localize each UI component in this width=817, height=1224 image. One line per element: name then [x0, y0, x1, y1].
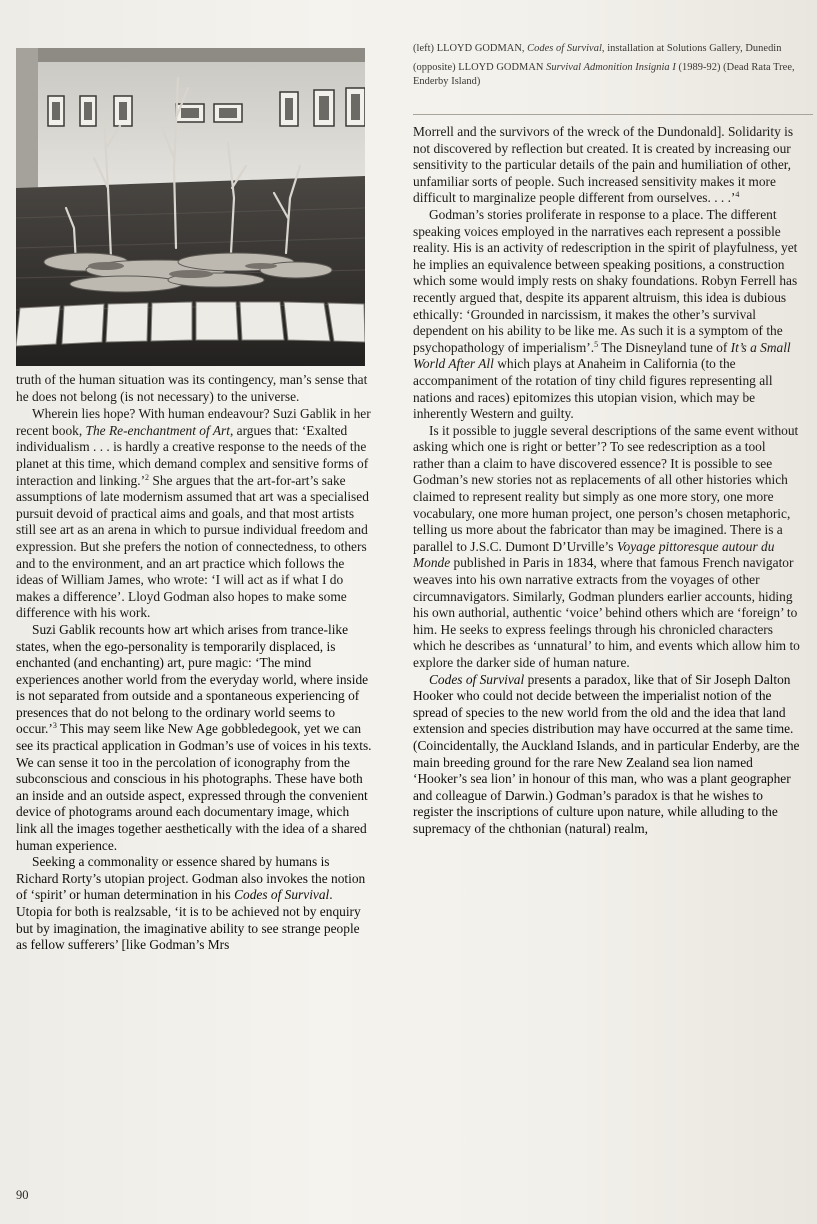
right-column [413, 124, 800, 838]
paragraph: Seeking a commonality or essence shared by humans is Richard Rorty’s utopian project. Godman also invokes the notion of ‘spirit’ or human determination in his Codes of Survival. Utopia for both is realzsable, ‘it is to be achieved not by enquiry but by imagination, the imaginative ability to see strange people as fellow sufferers’ [like Godman’s Mrs [16, 854, 366, 953]
paragraph: Codes of Survival presents a paradox, like that of Sir Joseph Dalton Hooker who could not decide between the imperialist notion of the spread of species to the new world from the old and the idea that land extension and species distribution may have occurred at the same time. (Coincidentally, the Auckland Islands, and in particular Enderby, are the main breeding ground for the rare New Zealand sea lion named ‘Hooker’s sea lion’ in honour of this man, who was a plant geographer and colleague of Darwin.) Godman’s paradox is that he wishes to register the inscriptions of culture upon nature, while alluding to the supremacy of the chthonian (natural) realm, [413, 671, 800, 836]
paragraph: Is it possible to juggle several descriptions of the same event without asking which one is right or better’? To see redescription as a tool rather than a claim to have discovered essence? It is possible to see Godman’s new stories not as replacements of all other histories which claimed to represent reality but simply as one more story, one more vocabulary, one more human project, one person’s chosen metaphoric, telling us more about the fabricator than may be imagined. There is a parallel to J.S.C. Dumont D’Urville’s Voyage pittoresque autour du Monde published in Paris in 1834, where that famous French navigator weaves into his own narrative extracts from the voyages of other circumnavigators. Similarly, Godman plunders earlier accounts, hiding his own authorial, authentic ‘voice’ behind others which are ‘foreign’ to him. He seeks to express feelings through his chronicled characters which he describes as ‘unnatural’ to him, and events which allow him to explore the darker side of human nature. [413, 422, 800, 670]
photo-caption [413, 42, 803, 88]
footnote-ref: 4 [735, 190, 740, 200]
paragraph: Godman’s stories proliferate in response to a place. The different speaking voices employed in the narratives each represent a possible reality. His is an activity of redescription in the spirit of playfulness, yet he implies an equivalence between speaking positions, a construction which some would imply rests on shaky foundations. Robyn Ferrell has recently argued that, despite its apparent altruism, this idea is dubious ethically: ‘Grounded in narcissism, it makes the other’s survival dependent on his ability to be like me. As such it is a symptom of the psychopathology of imperialism’.$^5$ The Disneyland tune of It’s a Small World After All which plays at Anaheim in California (to the accompaniment of the rotation of tiny child figures representing all nations and races) epitomizes this utopian vision, which may be inherently Western and guilty. [413, 206, 798, 422]
paragraph: truth of the human situation was its contingency, man’s sense that he does not belong (is not necessary) to the universe. [16, 372, 368, 404]
caption-opposite: (opposite) LLOYD GODMAN Survival Admonition Insignia I (1989-92) (Dead Rata Tree, Enderby Island) [413, 62, 795, 87]
footnote-ref: 3 [52, 721, 57, 731]
paragraph: Suzi Gablik recounts how art which arises from trance-like states, when the ego-personality is temporarily displaced, is enchanted (and enchanting) art, pure magic: ‘The mind experiences another world from the everyday world, where inside is not separated from outside and a spontaneous experiencing of presences that do not belong to the ordinary world seems to occur.’$^3$ This may seem like New Age gobbledegook, yet we can see its practical application in Godman’s use of voices in his texts. We can sense it too in the percolation of iconography from the subconscious and conscious in his photographs. These have both an inside and an outside aspect, expressed through the convenient device of photograms around each documentary image, which link all the images together aesthetically with the idea of a shared human experience. [16, 621, 372, 853]
installation-photo [16, 48, 365, 366]
caption-left: (left) LLOYD GODMAN, Codes of Survival, installation at Solutions Gallery, Dunedin [413, 43, 782, 54]
left-column [16, 372, 372, 954]
footnote-ref: 2 [145, 472, 150, 482]
page-number: 90 [16, 1188, 29, 1202]
paragraph: Morrell and the survivors of the wreck of the Dundonald]. Solidarity is not discovered by reflection but created. It is created by increasing our sensitivity to the particular details of the pain and humiliation of other, unfamiliar sorts of people. Such increased sensitivity makes it more difficult to marginalize people different from ourselves. . . .’$^4$ [413, 124, 794, 206]
paragraph: Wherein lies hope? With human endeavour? Suzi Gablik in her recent book, The Re-enchantment of Art, argues that: ‘Exalted individualism . . . is hardly a creative response to the needs of the planet at this time, which demand complex and sensitive forms of interaction and linking.’$^2$ She argues that the art-for-art’s sake assumptions of late modernism assumed that art was a specialised pursuit devoid of practical aims and goals, and that most artists still see art as an arena in which to pursue individual freedom and expression. But she prefers the notion of connectedness, to others and to the environment, and an art practice which follows the ideas of William James, who wrote: ‘I will act as if what I do makes a difference’. Lloyd Godman also hopes to make some difference with his work. [16, 406, 371, 621]
caption-divider [413, 114, 813, 115]
footnote-ref: 5 [594, 339, 599, 349]
